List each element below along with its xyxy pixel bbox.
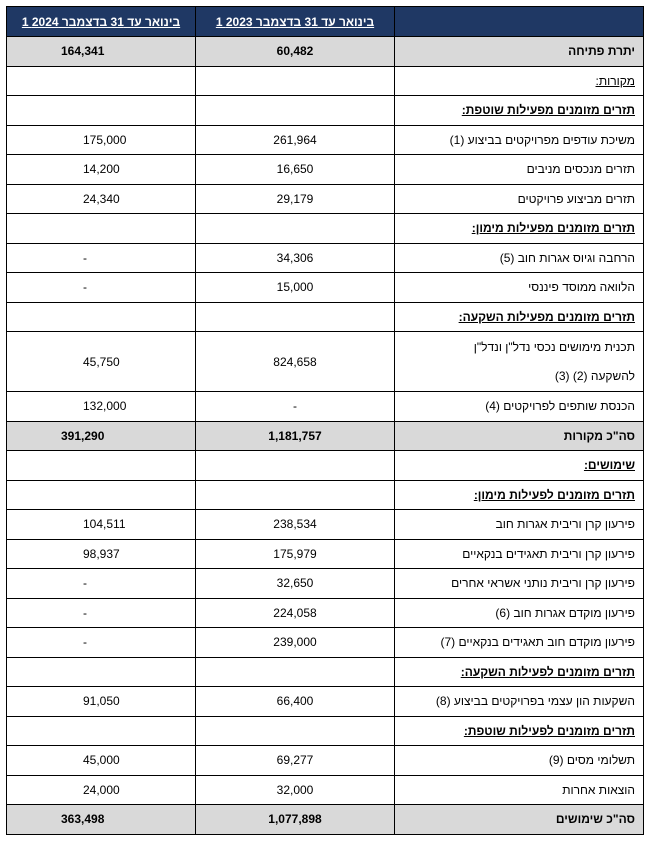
header-label xyxy=(395,7,644,37)
cell-2024: 175,000 xyxy=(7,125,196,155)
table-row xyxy=(7,628,644,658)
table-row xyxy=(7,775,644,805)
table-row xyxy=(7,657,644,687)
cell-2023: 261,964 xyxy=(196,125,395,155)
table-row xyxy=(7,332,644,392)
table-row-total-sources xyxy=(7,421,644,451)
cell-2023: 16,650 xyxy=(196,155,395,185)
table-row xyxy=(7,392,644,422)
cell-2024: 45,750 xyxy=(7,332,196,392)
cell-2023 xyxy=(196,214,395,244)
table-row xyxy=(7,716,644,746)
subsection-label: תזרים מזומנים מפעילות מימון: xyxy=(395,214,644,244)
row-label: משיכת עודפים מפרויקטים בביצוע (1) xyxy=(395,125,644,155)
table-row xyxy=(7,569,644,599)
cell-2024 xyxy=(7,66,196,96)
cell-2024: 24,340 xyxy=(7,184,196,214)
cell-2024: - xyxy=(7,569,196,599)
row-label: יתרת פתיחה xyxy=(395,37,644,67)
row-label: סה"כ מקורות xyxy=(395,421,644,451)
table-row xyxy=(7,746,644,776)
cell-2023 xyxy=(196,480,395,510)
cash-flow-table xyxy=(6,6,644,835)
cell-2023 xyxy=(196,657,395,687)
table-row xyxy=(7,598,644,628)
cell-2024: 98,937 xyxy=(7,539,196,569)
cell-2023: 239,000 xyxy=(196,628,395,658)
cell-2023: 69,277 xyxy=(196,746,395,776)
cash-flow-sources-uses-table-wrapper xyxy=(6,6,643,835)
cell-2023: 224,058 xyxy=(196,598,395,628)
table-row xyxy=(7,125,644,155)
row-label: פירעון מוקדם אגרות חוב (6) xyxy=(395,598,644,628)
table-row xyxy=(7,96,644,126)
cell-2024: - xyxy=(7,273,196,303)
table-row xyxy=(7,302,644,332)
cell-2024: 45,000 xyxy=(7,746,196,776)
row-label: פירעון קרן וריבית תאגידים בנקאיים xyxy=(395,539,644,569)
row-label: תזרים מביצוע פרויקטים xyxy=(395,184,644,214)
cell-2024 xyxy=(7,302,196,332)
subsection-label: תזרים מזומנים לפעילות שוטפת: xyxy=(395,716,644,746)
row-label: הלוואה ממוסד פיננסי xyxy=(395,273,644,303)
cell-2023 xyxy=(196,716,395,746)
row-label: הכנסת שותפים לפרויקטים (4) xyxy=(395,392,644,422)
cell-2023: 66,400 xyxy=(196,687,395,717)
cell-2024: 363,498 xyxy=(7,805,196,835)
table-row xyxy=(7,480,644,510)
cell-2023 xyxy=(196,96,395,126)
row-label: הוצאות אחרות xyxy=(395,775,644,805)
row-label: סה"כ שימושים xyxy=(395,805,644,835)
row-label: פירעון קרן וריבית נותני אשראי אחרים xyxy=(395,569,644,599)
row-label: פירעון מוקדם חוב תאגידים בנקאיים (7) xyxy=(395,628,644,658)
table-header-row xyxy=(7,7,644,37)
cell-2024 xyxy=(7,96,196,126)
cell-2024 xyxy=(7,214,196,244)
row-label-multiline xyxy=(395,332,644,392)
subsection-label: תזרים מזומנים לפעילות השקעה: xyxy=(395,657,644,687)
table-row xyxy=(7,539,644,569)
cell-2024: - xyxy=(7,598,196,628)
cell-2024: 104,511 xyxy=(7,510,196,540)
cell-2023: 15,000 xyxy=(196,273,395,303)
header-2024: 1 בינואר עד 31 בדצמבר 2024 xyxy=(7,7,196,37)
cell-2024 xyxy=(7,716,196,746)
cell-2023 xyxy=(196,302,395,332)
cell-2023: 32,650 xyxy=(196,569,395,599)
row-label-line-2: להשקעה (2) (3) xyxy=(554,368,635,383)
row-label: הרחבה וגיוס אגרות חוב (5) xyxy=(395,243,644,273)
cell-2024 xyxy=(7,657,196,687)
cell-2023: 34,306 xyxy=(196,243,395,273)
row-label: תשלומי מסים (9) xyxy=(395,746,644,776)
table-row xyxy=(7,687,644,717)
cell-2023: 29,179 xyxy=(196,184,395,214)
row-label-line-1: תכנית מימושים נכסי נדל"ן ונדל"ן xyxy=(473,339,635,354)
cell-2023: 175,979 xyxy=(196,539,395,569)
cell-2024: 391,290 xyxy=(7,421,196,451)
table-row-total-uses xyxy=(7,805,644,835)
row-label: פירעון קרן וריבית אגרות חוב xyxy=(395,510,644,540)
table-row xyxy=(7,273,644,303)
subsection-label: תזרים מזומנים מפעילות השקעה: xyxy=(395,302,644,332)
cell-2023: 824,658 xyxy=(196,332,395,392)
row-label: השקעות הון עצמי בפרויקטים בביצוע (8) xyxy=(395,687,644,717)
cell-2023: 1,181,757 xyxy=(196,421,395,451)
table-row xyxy=(7,510,644,540)
cell-2023 xyxy=(196,66,395,96)
cell-2024 xyxy=(7,451,196,481)
table-row xyxy=(7,451,644,481)
cell-2024: 91,050 xyxy=(7,687,196,717)
subsection-label: תזרים מזומנים לפעילות מימון: xyxy=(395,480,644,510)
row-label: תזרים מנכסים מניבים xyxy=(395,155,644,185)
table-row xyxy=(7,66,644,96)
cell-2023: 32,000 xyxy=(196,775,395,805)
header-2023: 1 בינואר עד 31 בדצמבר 2023 xyxy=(196,7,395,37)
cell-2024: - xyxy=(7,628,196,658)
subsection-label: תזרים מזומנים מפעילות שוטפת: xyxy=(395,96,644,126)
cell-2024 xyxy=(7,480,196,510)
table-row xyxy=(7,243,644,273)
cell-2024: 132,000 xyxy=(7,392,196,422)
table-row-opening-balance xyxy=(7,37,644,67)
cell-2023: - xyxy=(196,392,395,422)
cell-2024: - xyxy=(7,243,196,273)
table-row xyxy=(7,184,644,214)
cell-2023: 238,534 xyxy=(196,510,395,540)
cell-2023: 60,482 xyxy=(196,37,395,67)
cell-2024: 24,000 xyxy=(7,775,196,805)
cell-2024: 164,341 xyxy=(7,37,196,67)
section-label-sources: מקורות: xyxy=(395,66,644,96)
section-label-uses: שימושים: xyxy=(395,451,644,481)
cell-2023 xyxy=(196,451,395,481)
cell-2024: 14,200 xyxy=(7,155,196,185)
table-row xyxy=(7,155,644,185)
table-row xyxy=(7,214,644,244)
cell-2023: 1,077,898 xyxy=(196,805,395,835)
